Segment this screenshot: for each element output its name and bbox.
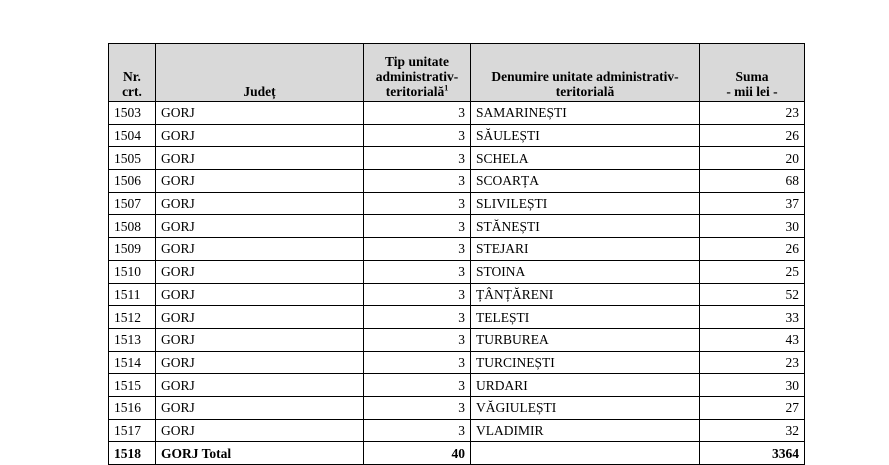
cell-denumire: STEJARI xyxy=(471,238,700,261)
total-row xyxy=(109,442,805,465)
cell-suma: 23 xyxy=(700,351,805,374)
cell-suma: 23 xyxy=(700,102,805,125)
cell-tip-unitate: 3 xyxy=(364,328,471,351)
cell-denumire: VLADIMIR xyxy=(471,419,700,442)
header-tip-unitate xyxy=(364,44,471,102)
table-row xyxy=(109,102,805,125)
cell-denumire: TELEȘTI xyxy=(471,306,700,329)
cell-suma: 52 xyxy=(700,283,805,306)
cell-tip-unitate: 3 xyxy=(364,102,471,125)
cell-denumire: SĂULEȘTI xyxy=(471,124,700,147)
cell-judet: GORJ xyxy=(156,283,364,306)
cell-denumire: SLIVILEȘTI xyxy=(471,192,700,215)
cell-denumire: VĂGIULEȘTI xyxy=(471,396,700,419)
table-row xyxy=(109,351,805,374)
cell-judet: GORJ xyxy=(156,102,364,125)
cell-nr-crt: 1516 xyxy=(109,396,156,419)
allocation-table-container xyxy=(108,43,805,465)
cell-denumire: ȚÂNȚĂRENI xyxy=(471,283,700,306)
cell-tip-unitate: 3 xyxy=(364,283,471,306)
table-row xyxy=(109,147,805,170)
cell-tip-unitate: 3 xyxy=(364,396,471,419)
cell-nr-crt: 1508 xyxy=(109,215,156,238)
total-judet: GORJ Total xyxy=(156,442,364,465)
cell-nr-crt: 1513 xyxy=(109,328,156,351)
cell-judet: GORJ xyxy=(156,351,364,374)
cell-nr-crt: 1511 xyxy=(109,283,156,306)
cell-judet: GORJ xyxy=(156,328,364,351)
cell-judet: GORJ xyxy=(156,374,364,397)
cell-nr-crt: 1517 xyxy=(109,419,156,442)
header-tip-line1: Tip unitate xyxy=(385,54,449,69)
table-row xyxy=(109,124,805,147)
header-denumire xyxy=(471,44,700,102)
cell-denumire: TURBUREA xyxy=(471,328,700,351)
cell-suma: 68 xyxy=(700,170,805,193)
table-row xyxy=(109,260,805,283)
cell-tip-unitate: 3 xyxy=(364,351,471,374)
cell-judet: GORJ xyxy=(156,306,364,329)
header-judet-label: Județ xyxy=(243,84,276,99)
cell-judet: GORJ xyxy=(156,192,364,215)
cell-nr-crt: 1512 xyxy=(109,306,156,329)
cell-denumire: SCHELA xyxy=(471,147,700,170)
cell-denumire: URDARI xyxy=(471,374,700,397)
cell-judet: GORJ xyxy=(156,419,364,442)
cell-denumire: STOINA xyxy=(471,260,700,283)
header-judet xyxy=(156,44,364,102)
header-nr-line2: crt. xyxy=(122,84,142,99)
header-tip-line3: teritorială xyxy=(385,84,445,99)
cell-nr-crt: 1506 xyxy=(109,170,156,193)
table-row xyxy=(109,192,805,215)
table-row xyxy=(109,283,805,306)
table-row xyxy=(109,328,805,351)
cell-tip-unitate: 3 xyxy=(364,419,471,442)
cell-tip-unitate: 3 xyxy=(364,192,471,215)
total-denumire xyxy=(471,442,700,465)
cell-tip-unitate: 3 xyxy=(364,238,471,261)
cell-tip-unitate: 3 xyxy=(364,147,471,170)
header-suma xyxy=(700,44,805,102)
table-row xyxy=(109,306,805,329)
header-sum-line2: - mii lei - xyxy=(726,84,778,99)
cell-nr-crt: 1515 xyxy=(109,374,156,397)
table-header xyxy=(109,44,805,102)
cell-suma: 30 xyxy=(700,215,805,238)
cell-suma: 33 xyxy=(700,306,805,329)
cell-tip-unitate: 3 xyxy=(364,374,471,397)
header-sum-line1: Suma xyxy=(735,69,769,84)
table-row xyxy=(109,419,805,442)
table-row xyxy=(109,215,805,238)
cell-tip-unitate: 3 xyxy=(364,260,471,283)
cell-denumire: STĂNEȘTI xyxy=(471,215,700,238)
cell-suma: 20 xyxy=(700,147,805,170)
table-body xyxy=(109,102,805,465)
cell-judet: GORJ xyxy=(156,238,364,261)
cell-tip-unitate: 3 xyxy=(364,124,471,147)
total-nr: 1518 xyxy=(109,442,156,465)
cell-suma: 26 xyxy=(700,238,805,261)
header-nr-crt xyxy=(109,44,156,102)
cell-judet: GORJ xyxy=(156,147,364,170)
header-den-line2: teritorială xyxy=(555,84,615,99)
cell-denumire: TURCINEȘTI xyxy=(471,351,700,374)
cell-judet: GORJ xyxy=(156,260,364,283)
cell-nr-crt: 1514 xyxy=(109,351,156,374)
cell-tip-unitate: 3 xyxy=(364,306,471,329)
allocation-table xyxy=(108,43,805,465)
header-row xyxy=(109,44,805,102)
table-row xyxy=(109,170,805,193)
cell-suma: 37 xyxy=(700,192,805,215)
table-row xyxy=(109,238,805,261)
header-nr-line1: Nr. xyxy=(123,69,141,84)
cell-tip-unitate: 3 xyxy=(364,170,471,193)
cell-suma: 25 xyxy=(700,260,805,283)
cell-nr-crt: 1504 xyxy=(109,124,156,147)
cell-suma: 26 xyxy=(700,124,805,147)
cell-judet: GORJ xyxy=(156,396,364,419)
total-tip: 40 xyxy=(364,442,471,465)
cell-suma: 32 xyxy=(700,419,805,442)
header-tip-line2: administrativ- xyxy=(375,69,459,84)
cell-nr-crt: 1503 xyxy=(109,102,156,125)
total-suma: 3364 xyxy=(700,442,805,465)
cell-denumire: SAMARINEȘTI xyxy=(471,102,700,125)
table-row xyxy=(109,396,805,419)
cell-tip-unitate: 3 xyxy=(364,215,471,238)
cell-suma: 30 xyxy=(700,374,805,397)
cell-judet: GORJ xyxy=(156,170,364,193)
cell-nr-crt: 1507 xyxy=(109,192,156,215)
cell-judet: GORJ xyxy=(156,215,364,238)
cell-denumire: SCOARȚA xyxy=(471,170,700,193)
cell-suma: 27 xyxy=(700,396,805,419)
table-row xyxy=(109,374,805,397)
cell-nr-crt: 1510 xyxy=(109,260,156,283)
cell-judet: GORJ xyxy=(156,124,364,147)
cell-nr-crt: 1509 xyxy=(109,238,156,261)
header-den-line1: Denumire unitate administrativ- xyxy=(491,69,679,84)
cell-nr-crt: 1505 xyxy=(109,147,156,170)
footnote-marker: 1 xyxy=(444,83,449,93)
cell-suma: 43 xyxy=(700,328,805,351)
